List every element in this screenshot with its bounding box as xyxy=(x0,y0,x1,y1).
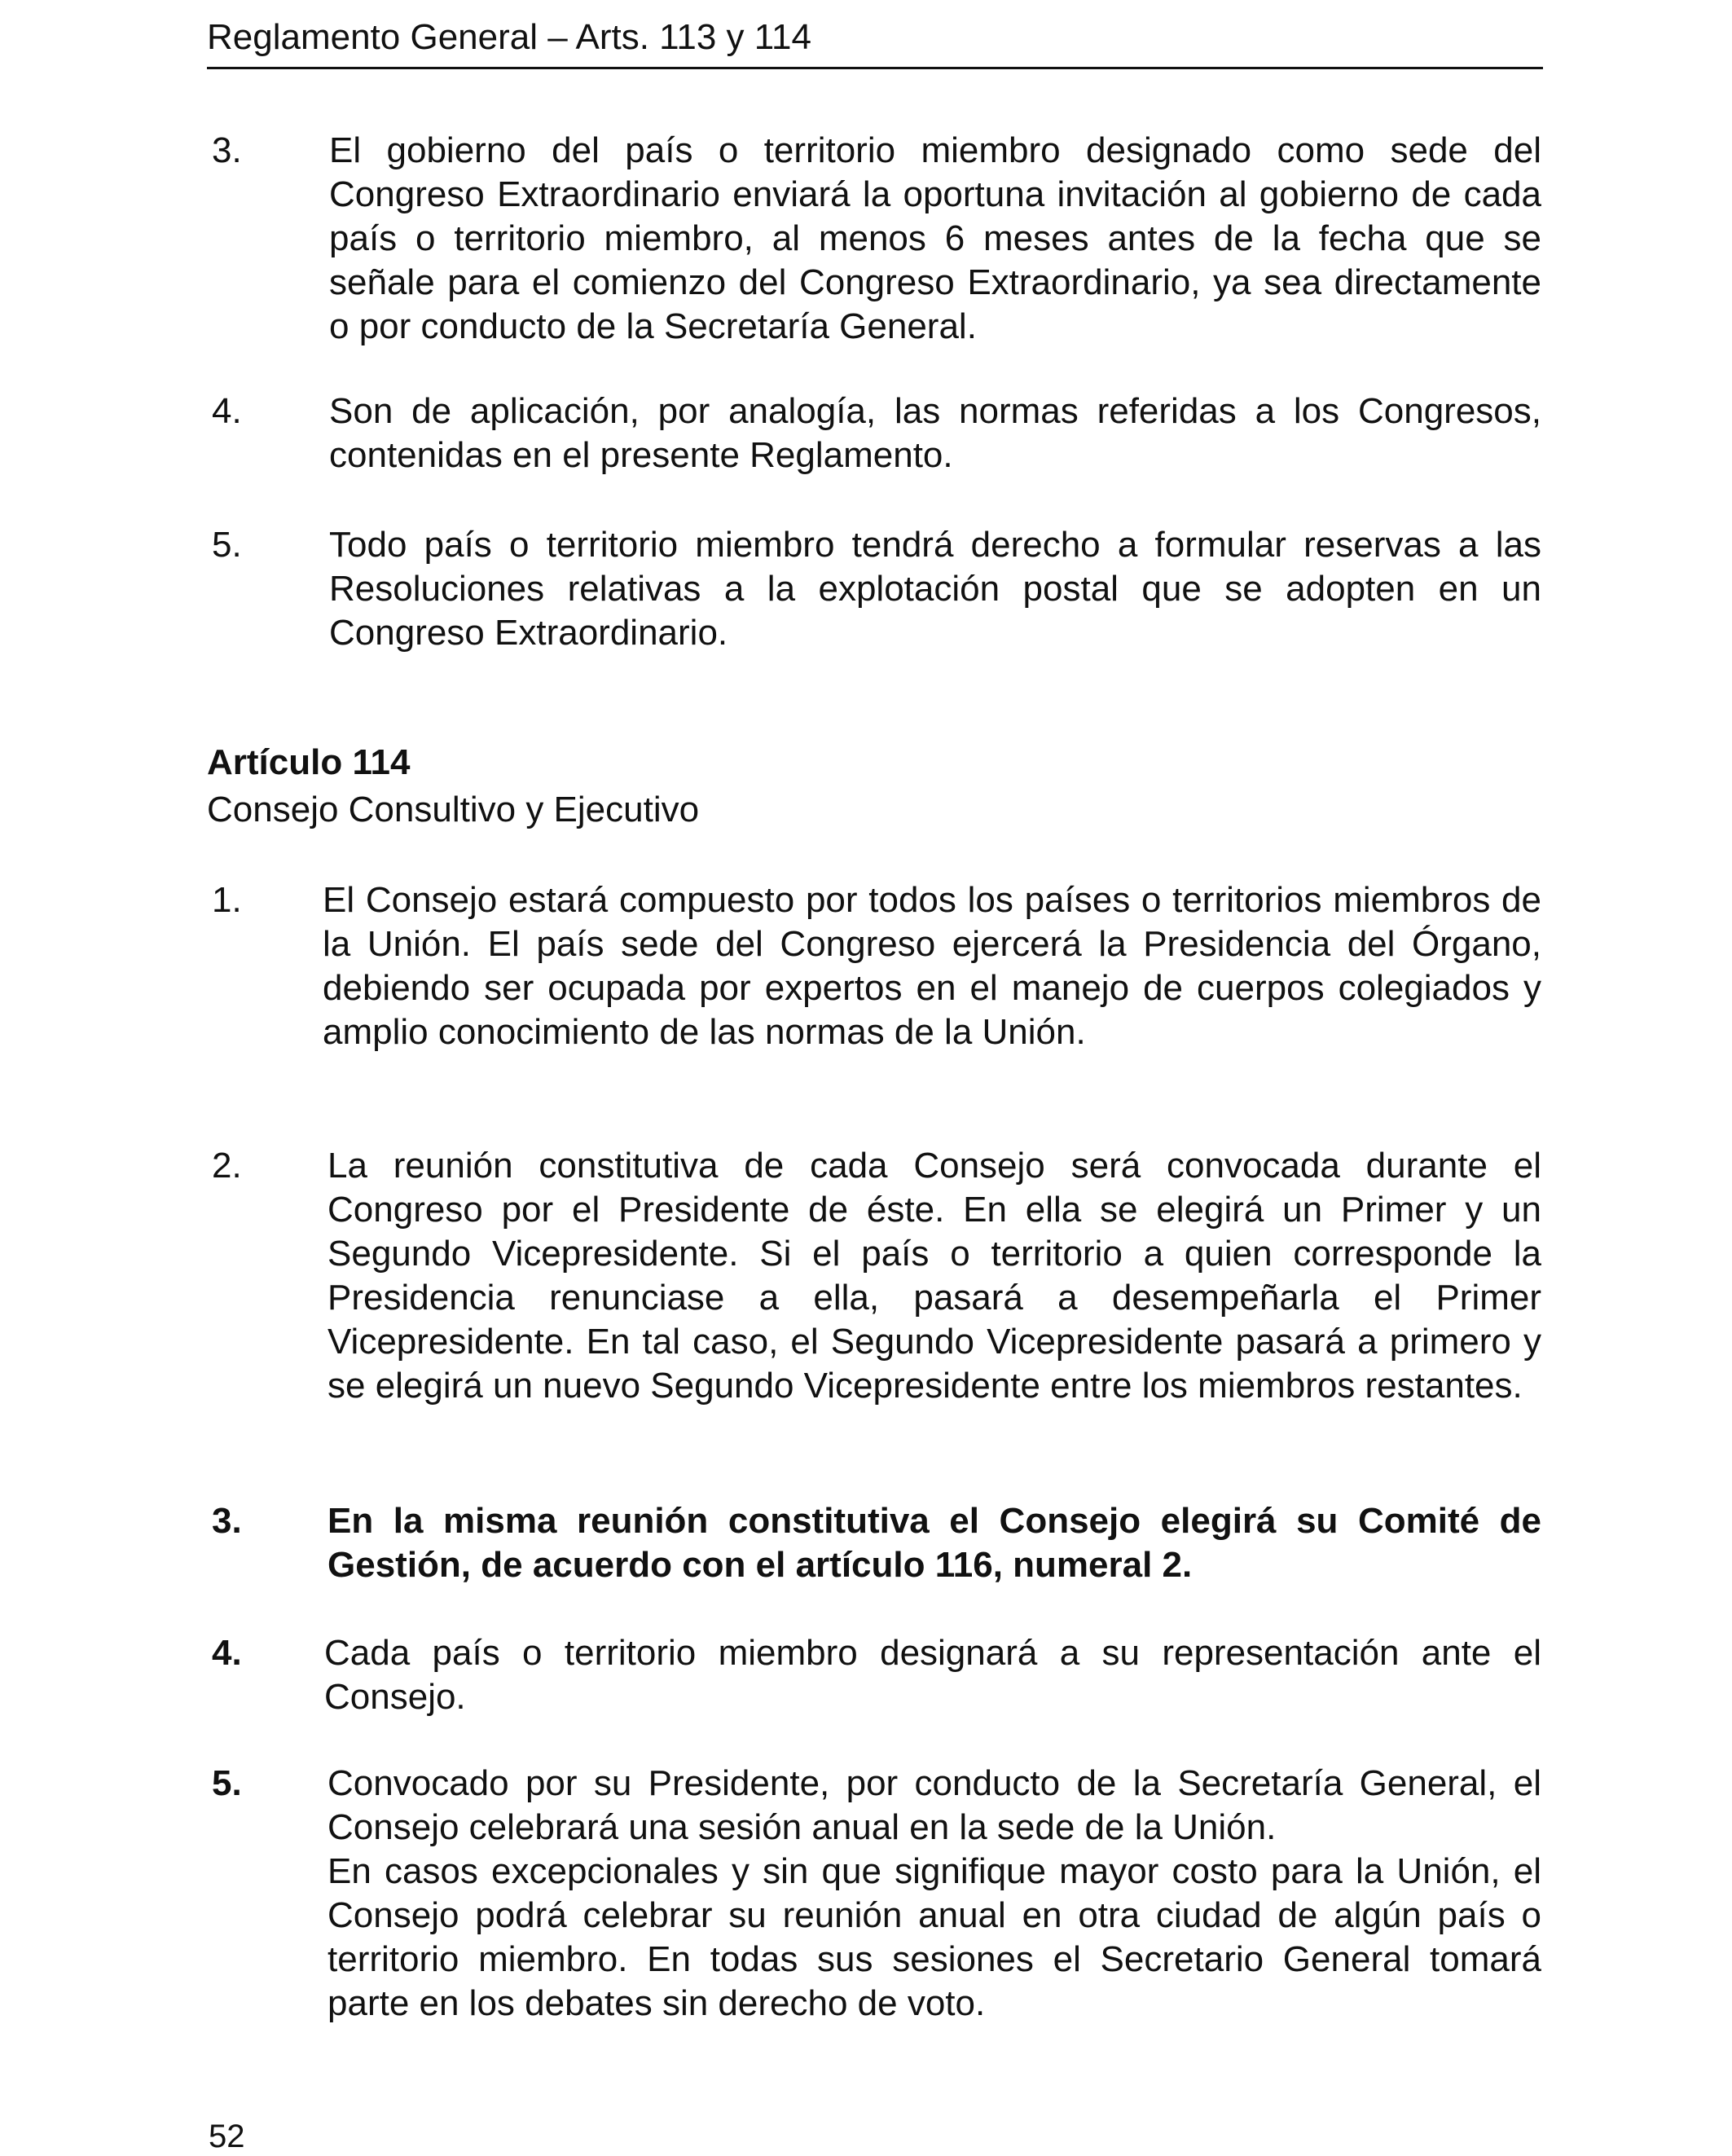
item-text: La reunión constitutiva de cada Consejo será convocada durante el Congreso por el Presidente de éste. En ella se elegirá un Primer y un Segundo Vicepresidente. Si el país o territorio a quien corresponde la Presidencia renunciase a ella, pasará a desempeñarla el Primer Vicepresidente. En tal caso, el Segundo Vicepresidente pasará a primero y se elegirá un nuevo Segundo Vicepresidente entre los miembros restantes. xyxy=(327,1146,1541,1406)
item-text: Son de aplicación, por analogía, las normas referidas a los Congresos, contenidas en el presente Reglamento. xyxy=(329,391,1541,475)
item-number: 4. xyxy=(212,391,242,431)
item-number: 3. xyxy=(212,130,242,170)
item-number: 2. xyxy=(212,1146,242,1186)
item-text: Cada país o territorio miembro designará a su representación ante el Consejo. xyxy=(324,1633,1541,1717)
item-text-block xyxy=(327,1762,1541,2026)
item-text: El gobierno del país o territorio miembro designado como sede del Congreso Extraordinario enviará la oportuna invitación al gobierno de cada país o territorio miembro, al menos 6 meses antes de la fecha que se señale para el comienzo del Congreso Extraordinario, ya sea directamente o por conducto de la Secretaría General. xyxy=(329,130,1541,346)
article-114-subtitle: Consejo Consultivo y Ejecutivo xyxy=(207,790,700,829)
item-number: 5. xyxy=(212,525,242,565)
item-number: 3. xyxy=(212,1501,242,1541)
item-text: Todo país o territorio miembro tendrá derecho a formular reservas a las Resoluciones relativas a la explotación postal que se adopten en un Congreso Extraordinario. xyxy=(329,525,1541,653)
item-number: 5. xyxy=(212,1763,242,1803)
header-rule xyxy=(207,67,1543,69)
item-number: 4. xyxy=(212,1633,242,1673)
item-text: El Consejo estará compuesto por todos los países o territorios miembros de la Unión. El país sede del Congreso ejercerá la Presidencia del Órgano, debiendo ser ocupada por expertos en el manejo de cuerpos colegiados y amplio conocimiento de las normas de la Unión. xyxy=(323,880,1541,1052)
running-header: Reglamento General – Arts. 113 y 114 xyxy=(207,17,811,57)
page-number: 52 xyxy=(209,2119,245,2154)
item-number: 1. xyxy=(212,880,242,920)
item-text-continued: En casos excepcionales y sin que signifique mayor costo para la Unión, el Consejo podrá celebrar su reunión anual en otra ciudad de algún país o territorio miembro. En todas sus sesiones el Secretario General tomará parte en los debates sin derecho de voto. xyxy=(327,1851,1541,2023)
item-text: Convocado por su Presidente, por conducto de la Secretaría General, el Consejo celebrará una sesión anual en la sede de la Unión. xyxy=(327,1763,1541,1847)
item-text: En la misma reunión constitutiva el Consejo elegirá su Comité de Gestión, de acuerdo con el artículo 116, numeral 2. xyxy=(327,1501,1541,1585)
article-114-title: Artículo 114 xyxy=(207,742,411,782)
